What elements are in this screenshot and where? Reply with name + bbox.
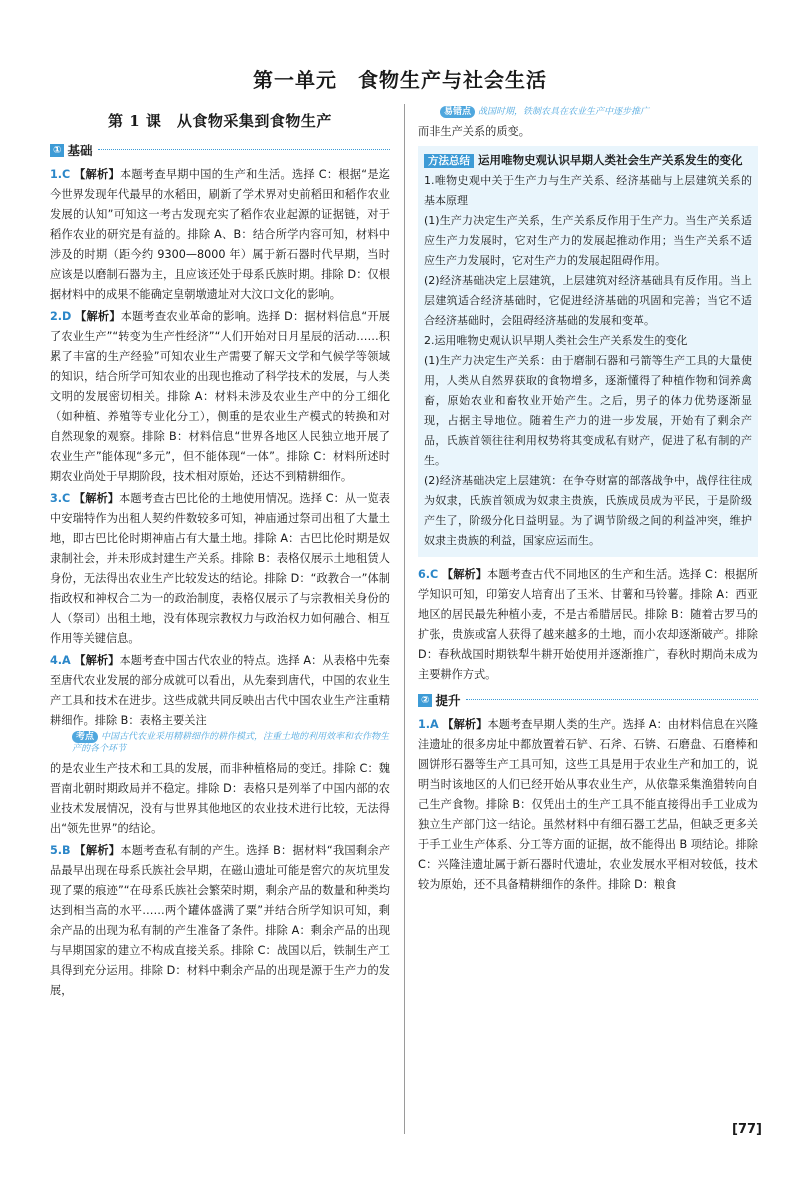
answer-5-cont (418, 122, 758, 142)
note-tag: 易错点 (440, 106, 475, 118)
answer-text: 本题考查早期中国的生产和生活。选择 C：根据“是迄今世界发现年代最早的水稻田，刷新了学术界对史前稻田和稻作农业发展的认知”可知这一考古发现充实了稻作农业起源的证据链，对于稻作农业的研究是有益的。排除 A、B：结合所学内容可知，材料中涉及的时期（距今约 9300—8000 年）属于新石器时代早期，当时应该是以磨制石器为主，且应该还处于母系氏族时期。排除 D：仅根据材料中的成果不能确定皇朝墩遗址对大汶口文化的影响。 (50, 168, 390, 301)
answer-number: 1.C (50, 168, 71, 181)
answer-4-cont (50, 759, 390, 839)
answer-number: 6.C (418, 568, 439, 581)
answer-6 (418, 565, 758, 685)
answer-text: 的是农业生产技术和工具的发展，而非种植格局的变迁。排除 C：魏晋南北朝时期政局并不稳定。排除 D：表格只是列举了中国内部的农业技术发展情况，没有与世界其他地区的农业技术进行比较，无法得出“领先世界”的结论。 (50, 762, 390, 835)
method-para: 2.运用唯物史观认识早期人类社会生产关系发生的变化 (424, 334, 688, 347)
section-advanced-tag: ② (418, 694, 432, 707)
error-prone-note (440, 106, 758, 118)
analysis-label: 【解析】 (74, 844, 121, 857)
section-basic-tag: ① (50, 144, 64, 157)
column-divider (404, 104, 405, 1134)
answer-number: 4.A (50, 654, 71, 667)
right-column (418, 104, 758, 895)
method-para: (2)经济基础决定上层建筑，上层建筑对经济基础具有反作用。当上层建筑适合经济基础时，它促进经济基础的巩固和完善；当它不适合经济基础时，会阻碍经济基础的发展和变革。 (424, 274, 752, 327)
section-basic-label: 基础 (67, 143, 93, 158)
answer-1 (50, 165, 390, 305)
method-para: (2)经济基础决定上层建筑：在争夺财富的部落战争中，战俘往往成为奴隶，氏族首领成为奴隶主贵族，氏族成员成为平民，于是阶级产生了，阶级分化日益明显。为了调节阶级之间的利益冲突，维护奴隶主贵族的利益，国家应运而生。 (424, 474, 752, 547)
left-column (50, 104, 390, 1001)
section-basic-header (50, 141, 390, 159)
analysis-label: 【解析】 (75, 310, 121, 323)
answer-text: 而非生产关系的质变。 (418, 125, 530, 138)
note-tag: 考点 (72, 731, 98, 743)
section-rule (98, 149, 390, 151)
answer-number: 1.A (418, 718, 439, 731)
analysis-label: 【解析】 (442, 718, 488, 731)
answer-5 (50, 841, 390, 1001)
analysis-label: 【解析】 (73, 492, 120, 505)
answer-text: 本题考查古代不同地区的生产和生活。选择 C：根据所学知识可知，印第安人培育出了玉米、甘薯和马铃薯。排除 A：西亚地区的居民最先种植小麦，不是古希腊居民。排除 B：随着古罗马的扩张，贵族或富人获得了越来越多的土地，而小农却逐渐破产。排除 D：春秋战国时期铁犁牛耕开始使用并逐渐推广，春秋时期尚未成为主要耕作方式。 (418, 568, 758, 681)
section-rule (466, 699, 758, 701)
answer-text: 本题考查农业革命的影响。选择 D：据材料信息“开展了农业生产”“转变为生产性经济”“人们开始对日月星辰的活动……积累了丰富的生产经验”可知农业生产需要了解天文学和气候学等领域的知识，结合所学可知农业的出现也推动了科学技术的发展，与人类文明的发展密切相关。排除 A：材料未涉及农业生产中的分工细化（如种植、养殖等专业化分工），侧重的是农业生产模式的转换和对自然现象的观察。排除 B：材料信息“世界各地区人民独立地开展了农业生产”能体现“多元”，但不能体现“一体”。排除 C：材料所述时期农业尚处于早期阶段，技术相对原始，还达不到精耕细作。 (50, 310, 390, 483)
answer-number: 5.B (50, 844, 71, 857)
answer-number: 2.D (50, 310, 72, 323)
section-advanced-header (418, 691, 758, 709)
page-number: [77] (732, 1122, 762, 1137)
method-summary-box (418, 146, 758, 557)
analysis-label: 【解析】 (74, 168, 120, 181)
answer-text: 本题考查私有制的产生。选择 B：据材料“我国剩余产品最早出现在母系氏族社会早期，在磁山遗址可能是窖穴的灰坑里发现了粟的痕迹”“在母系氏族社会繁荣时期，剩余产品的数量和种类均达到相当高的水平……两个罐体盛满了粟”并结合所学知识可知，剩余产品的出现为私有制的产生准备了条件。排除 A：剩余产品的出现与早期国家的建立不构成直接关系。排除 C：战国以后，铁制生产工具得到充分运用。排除 D：材料中剩余产品的出现是源于生产力的发展， (50, 844, 391, 997)
lesson-title: 第 1 课 从食物采集到食物生产 (108, 112, 332, 130)
answer-4 (50, 651, 390, 731)
answer-text: 本题考查古巴比伦的土地使用情况。选择 C：从一览表中安瑞特作为出租人契约件数较多可知，神庙通过祭司出租了大量土地，即古巴比伦时期神庙占有大量土地。排除 A：古巴比伦时期是奴隶制社会，并未形成封建生产关系。排除 B：表格仅展示土地租赁人身份，无法得出农业生产比较发达的结论。排除 D：“政教合一”体制指政权和神权合二为一的政治制度，表格仅展示了与宗教相关身份的人（祭司）出租土地，没有体现宗教权力与政治权力如何融合、相互作用等关键信息。 (50, 492, 390, 645)
unit-title: 第一单元 食物生产与社会生活 (253, 68, 547, 92)
answer-text: 本题考查中国古代农业的特点。选择 A：从表格中先秦至唐代农业发展的部分成就可以看出，从先秦到唐代，中国的农业生产工具和技术在进步。这些成就共同反映出古代中国农业生产注重精耕细作。排除 B：表格主要关注 (50, 654, 390, 727)
section-advanced-label: 提升 (435, 693, 461, 708)
analysis-label: 【解析】 (441, 568, 488, 581)
method-para: (1)生产力决定生产关系，生产关系反作用于生产力。当生产关系适应生产力发展时，它对生产力的发展起推动作用；当生产关系不适应生产力发展时，它对生产力的发展起阻碍作用。 (424, 214, 752, 267)
method-head (424, 150, 752, 171)
answer-3 (50, 489, 390, 649)
method-tag: 方法总结 (424, 154, 474, 168)
analysis-label: 【解析】 (74, 654, 120, 667)
method-para: (1)生产力决定生产关系：由于磨制石器和弓箭等生产工具的大量使用，人类从自然界获取的食物增多，逐渐懂得了种植作物和饲养禽畜，原始农业和畜牧业开始产生。之后，男子的体力优势逐渐显现，占据主导地位。随着生产力的进一步发展，开始有了剩余产品，氏族首领往往利用权势将其变成私有财产，促进了私有制的产生。 (424, 354, 752, 467)
note-text: 战国时期，铁制农具在农业生产中逐步推广 (478, 107, 650, 117)
page-number-value: 77 (737, 1122, 757, 1137)
method-heading: 运用唯物史观认识早期人类社会生产关系发生的变化 (478, 153, 743, 167)
answer-number: 3.C (50, 492, 71, 505)
note-text: 中国古代农业采用精耕细作的耕作模式，注重土地的利用效率和农作物生产的各个环节 (72, 732, 390, 754)
answer-text: 本题考查早期人类的生产。选择 A：由材料信息在兴隆洼遗址的很多房址中都放置着石铲、石斧、石锛、石磨盘、石磨棒和圆饼形石器等生产工具可知，这些工具是用于农业生产和加工的，说明当时该地区的人们已经开始从事农业生产，从依靠采集渔猎转向自己生产食物。排除 B：仅凭出土的生产工具不能直接得出手工业成为独立生产部门这一结论。虽然材料中有细石器工艺品，但缺乏更多关于手工业生产体系、分工等方面的证据，故不能得出 B 项结论。排除 C：兴隆洼遗址属于新石器时代遗址，农业发展水平相对较低，技术较为原始，还不具备精耕细作的条件。排除 D：粮食 (418, 718, 758, 891)
answer-2 (50, 307, 390, 487)
method-para: 1.唯物史观中关于生产力与生产关系、经济基础与上层建筑关系的基本原理 (424, 174, 752, 207)
exam-point-note (72, 731, 390, 755)
answer-r1 (418, 715, 758, 895)
